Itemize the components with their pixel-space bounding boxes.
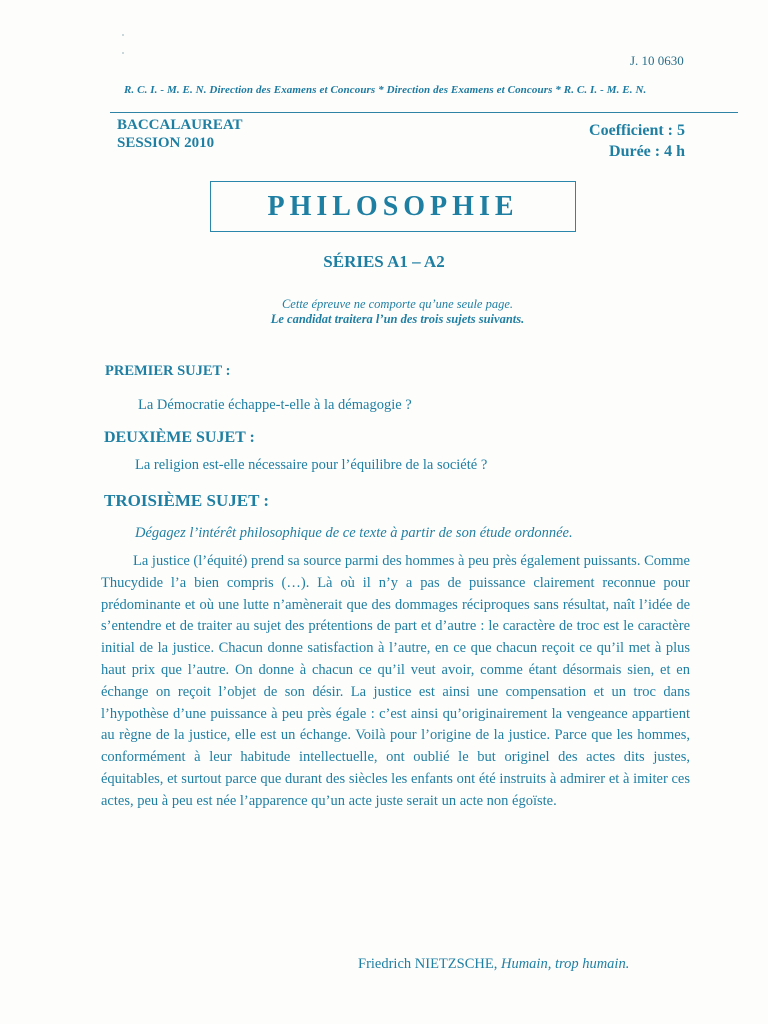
exam-name: BACCALAUREAT [117,117,243,133]
work-title: Humain, trop humain. [500,956,630,972]
instruction-line-2: Le candidat traitera l’un des trois sujets suivants. [270,312,525,326]
author: Friedrich NIETZSCHE, [358,956,498,972]
exam-info [117,116,243,152]
header-divider [110,112,738,113]
scan-speck [122,52,124,54]
scan-speck [122,34,124,36]
exam-meta [560,120,685,162]
sujet-2-question: La religion est-elle nécessaire pour l’équilibre de la société ? [135,457,488,473]
ministry-header: R. C. I. - M. E. N. Direction des Examens et Concours * Direction des Examens et Concours * R. C. I. - M. E. N. [124,84,647,96]
nietzsche-text: La justice (l’équité) prend sa source parmi des hommes à peu près également puissants. Comme Thucydide l’a bien compris (…). Là où il n’y a pas de puissance clairement reconnue pour prédominante et où une lutte n’amènerait que des dommages réciproques sans résultat, naît l’idée de s’entendre et de traiter au sujet des prétentions de part et d’autre : le caractère de troc est le caractère initial de la justice. Chacun donne satisfaction à l’autre, en ce que chacun reçoit ce qu’il met à plus haut prix que l’autre. On donne à chacun ce qu’il veut avoir, comme étant désormais sien, et en échange on reçoit l’objet de son désir. La justice est ainsi une compensation et un troc dans l’hypothèse d’une puissance à peu près égale : c’est ainsi qu’originairement la vengeance appartient au règne de la justice, elle est un échange. Voilà pour l’origine de la justice. Parce que les hommes, conformément à leur habitude intellectuelle, ont oublié le but originel des actes dits justes, équitables, et surtout parce que durant des siècles les enfants ont été instruits à admirer et à imiter ces actes, peu à peu est née l’apparence qu’un acte juste serait un acte non égoïste. [101,553,690,809]
instructions [0,297,768,327]
text-source [358,956,629,973]
series-label: SÉRIES A1 – A2 [323,252,445,271]
reference-code: J. 10 0630 [630,53,684,68]
coefficient: Coefficient : 5 [589,122,685,139]
sujet-1-question: La Démocratie échappe-t-elle à la démagogie ? [138,397,412,413]
exam-session: SESSION 2010 [117,135,215,151]
instruction-line-1: Cette épreuve ne comporte qu’une seule page. [281,297,514,311]
subject-title: PHILOSOPHIE [267,190,519,222]
subject-title-box [210,181,576,232]
duration: Durée : 4 h [609,143,685,160]
sujet-2-heading: DEUXIÈME SUJET : [104,429,255,446]
sujet-1-heading: PREMIER SUJET : [105,363,231,379]
sujet-3-heading: TROISIÈME SUJET : [104,491,270,510]
sujet-3-instruction: Dégagez l’intérêt philosophique de ce texte à partir de son étude ordonnée. [135,525,573,541]
